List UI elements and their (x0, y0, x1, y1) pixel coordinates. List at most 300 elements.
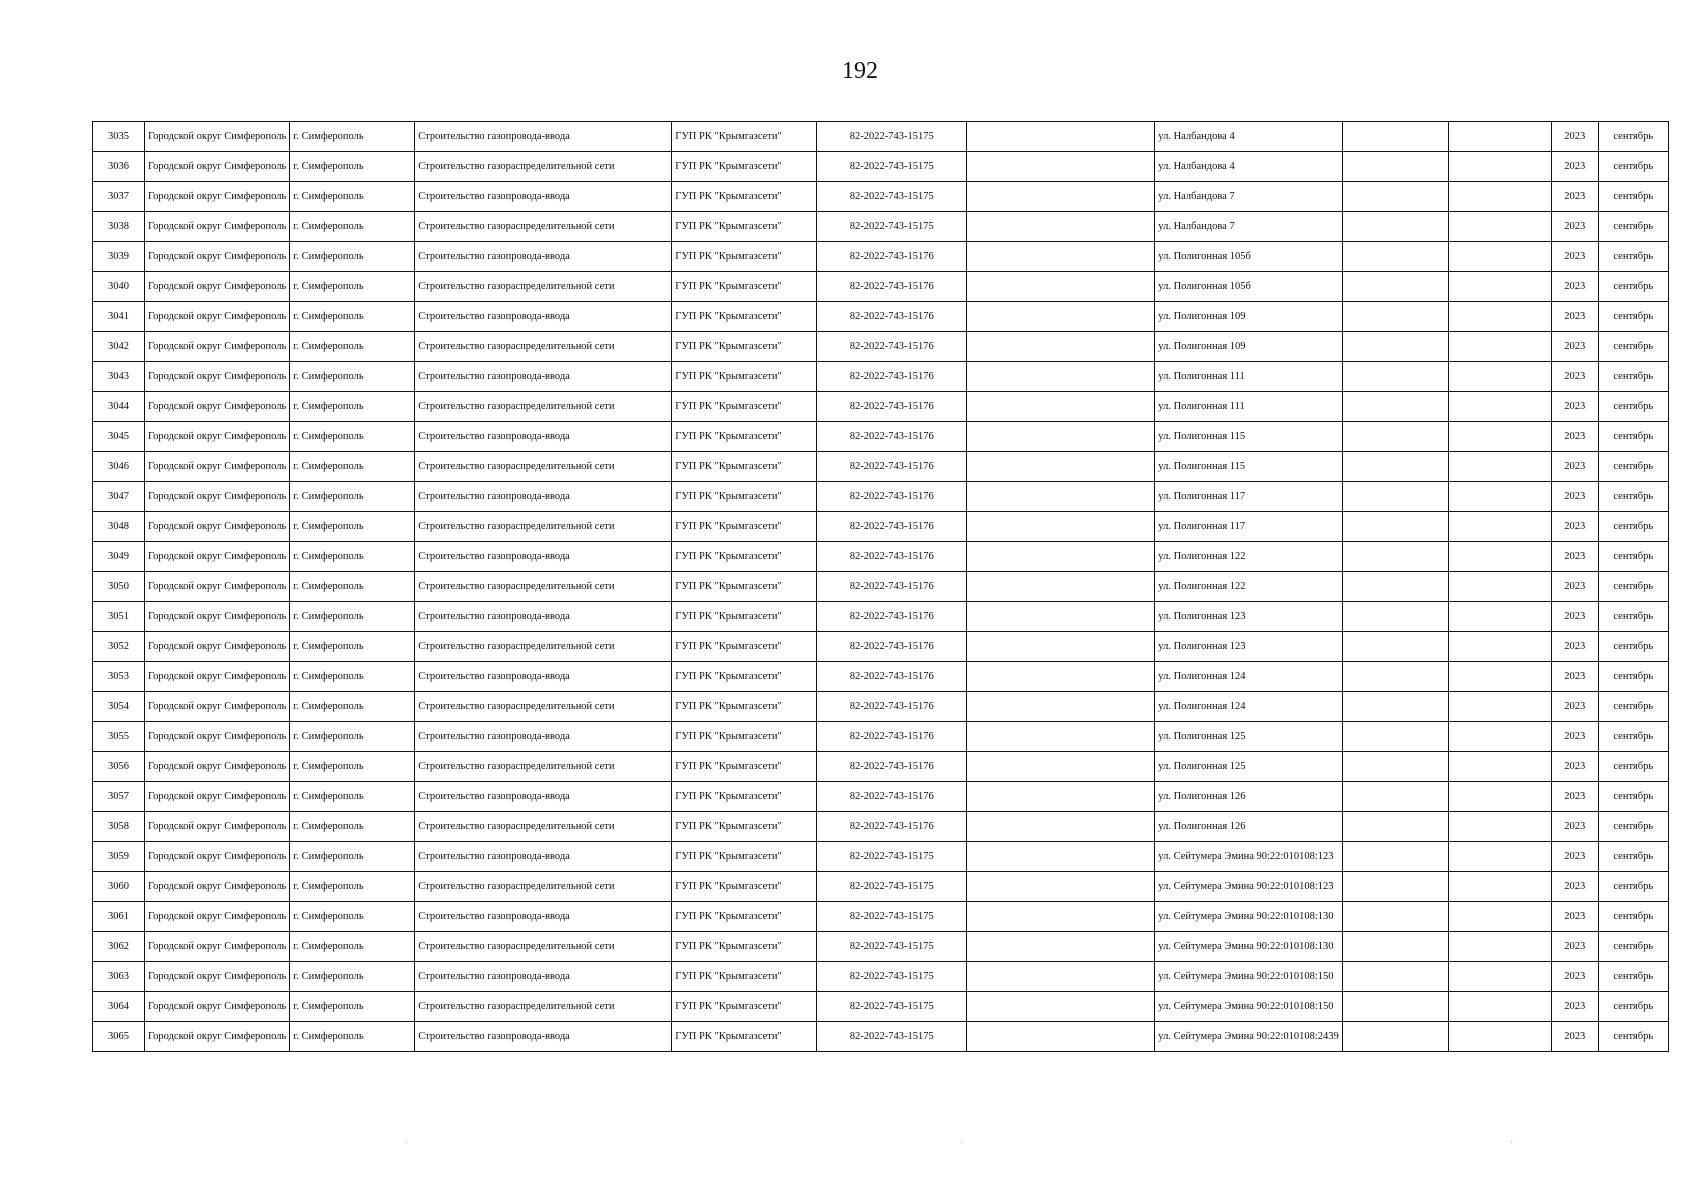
month-cell: сентябрь (1598, 662, 1668, 692)
registry-code-cell: 82-2022-743-15175 (817, 182, 967, 212)
empty-cell (1448, 242, 1551, 272)
empty-cell (1448, 422, 1551, 452)
month-cell: сентябрь (1598, 272, 1668, 302)
year-cell: 2023 (1551, 182, 1598, 212)
month-cell: сентябрь (1598, 1022, 1668, 1052)
district-cell: Городской округ Симферополь (145, 152, 290, 182)
empty-cell (967, 602, 1155, 632)
registry-code-cell: 82-2022-743-15176 (817, 362, 967, 392)
table-row (93, 992, 1669, 1022)
empty-cell (1448, 782, 1551, 812)
empty-cell (1342, 242, 1448, 272)
district-cell: Городской округ Симферополь (145, 542, 290, 572)
row-number: 3050 (93, 572, 145, 602)
district-cell: Городской округ Симферополь (145, 392, 290, 422)
organization-cell: ГУП РК "Крымгазсети" (672, 512, 817, 542)
empty-cell (967, 212, 1155, 242)
year-cell: 2023 (1551, 752, 1598, 782)
row-number: 3064 (93, 992, 145, 1022)
district-cell: Городской округ Симферополь (145, 752, 290, 782)
table-row (93, 272, 1669, 302)
address-cell: ул. Сейтумера Эмина 90:22:010108:123 (1155, 842, 1342, 872)
city-cell: г. Симферополь (290, 182, 415, 212)
work-type-cell: Строительство газопровода-ввода (415, 422, 672, 452)
empty-cell (967, 902, 1155, 932)
table-row (93, 812, 1669, 842)
year-cell: 2023 (1551, 122, 1598, 152)
gas-works-table (92, 121, 1669, 1052)
registry-code-cell: 82-2022-743-15176 (817, 512, 967, 542)
work-type-cell: Строительство газопровода-ввода (415, 302, 672, 332)
empty-cell (1448, 572, 1551, 602)
registry-code-cell: 82-2022-743-15176 (817, 752, 967, 782)
city-cell: г. Симферополь (290, 842, 415, 872)
work-type-cell: Строительство газораспределительной сети (415, 932, 672, 962)
address-cell: ул. Налбандова 4 (1155, 122, 1342, 152)
month-cell: сентябрь (1598, 692, 1668, 722)
table-body (93, 122, 1669, 1052)
empty-cell (1342, 302, 1448, 332)
table-row (93, 722, 1669, 752)
table-row (93, 842, 1669, 872)
table-row (93, 482, 1669, 512)
empty-cell (1342, 602, 1448, 632)
month-cell: сентябрь (1598, 242, 1668, 272)
organization-cell: ГУП РК "Крымгазсети" (672, 392, 817, 422)
district-cell: Городской округ Симферополь (145, 662, 290, 692)
work-type-cell: Строительство газопровода-ввода (415, 902, 672, 932)
row-number: 3063 (93, 962, 145, 992)
month-cell: сентябрь (1598, 392, 1668, 422)
empty-cell (967, 362, 1155, 392)
address-cell: ул. Полигонная 109 (1155, 332, 1342, 362)
empty-cell (1342, 632, 1448, 662)
empty-cell (1342, 392, 1448, 422)
row-number: 3051 (93, 602, 145, 632)
year-cell: 2023 (1551, 722, 1598, 752)
row-number: 3056 (93, 752, 145, 782)
empty-cell (1342, 752, 1448, 782)
district-cell: Городской округ Симферополь (145, 482, 290, 512)
year-cell: 2023 (1551, 902, 1598, 932)
month-cell: сентябрь (1598, 302, 1668, 332)
district-cell: Городской округ Симферополь (145, 692, 290, 722)
work-type-cell: Строительство газопровода-ввода (415, 602, 672, 632)
empty-cell (1342, 542, 1448, 572)
year-cell: 2023 (1551, 992, 1598, 1022)
empty-cell (1448, 152, 1551, 182)
empty-cell (1448, 902, 1551, 932)
registry-code-cell: 82-2022-743-15176 (817, 662, 967, 692)
row-number: 3052 (93, 632, 145, 662)
month-cell: сентябрь (1598, 332, 1668, 362)
district-cell: Городской округ Симферополь (145, 962, 290, 992)
row-number: 3057 (93, 782, 145, 812)
empty-cell (967, 182, 1155, 212)
empty-cell (1448, 512, 1551, 542)
empty-cell (1448, 752, 1551, 782)
work-type-cell: Строительство газопровода-ввода (415, 362, 672, 392)
work-type-cell: Строительство газораспределительной сети (415, 692, 672, 722)
address-cell: ул. Полигонная 124 (1155, 662, 1342, 692)
district-cell: Городской округ Симферополь (145, 842, 290, 872)
empty-cell (1448, 812, 1551, 842)
registry-code-cell: 82-2022-743-15176 (817, 482, 967, 512)
address-cell: ул. Полигонная 111 (1155, 392, 1342, 422)
year-cell: 2023 (1551, 332, 1598, 362)
row-number: 3048 (93, 512, 145, 542)
row-number: 3042 (93, 332, 145, 362)
address-cell: ул. Полигонная 122 (1155, 542, 1342, 572)
empty-cell (967, 152, 1155, 182)
empty-cell (1342, 692, 1448, 722)
row-number: 3046 (93, 452, 145, 482)
city-cell: г. Симферополь (290, 962, 415, 992)
row-number: 3037 (93, 182, 145, 212)
empty-cell (967, 782, 1155, 812)
empty-cell (1448, 692, 1551, 722)
address-cell: ул. Сейтумера Эмина 90:22:010108:130 (1155, 902, 1342, 932)
organization-cell: ГУП РК "Крымгазсети" (672, 422, 817, 452)
empty-cell (1448, 182, 1551, 212)
table-row (93, 1022, 1669, 1052)
empty-cell (1342, 1022, 1448, 1052)
organization-cell: ГУП РК "Крымгазсети" (672, 182, 817, 212)
district-cell: Городской округ Симферополь (145, 782, 290, 812)
registry-code-cell: 82-2022-743-15176 (817, 542, 967, 572)
year-cell: 2023 (1551, 392, 1598, 422)
month-cell: сентябрь (1598, 842, 1668, 872)
work-type-cell: Строительство газопровода-ввода (415, 842, 672, 872)
work-type-cell: Строительство газораспределительной сети (415, 392, 672, 422)
city-cell: г. Симферополь (290, 902, 415, 932)
city-cell: г. Симферополь (290, 212, 415, 242)
organization-cell: ГУП РК "Крымгазсети" (672, 332, 817, 362)
month-cell: сентябрь (1598, 182, 1668, 212)
empty-cell (1448, 962, 1551, 992)
district-cell: Городской округ Симферополь (145, 872, 290, 902)
empty-cell (1448, 722, 1551, 752)
city-cell: г. Симферополь (290, 422, 415, 452)
year-cell: 2023 (1551, 542, 1598, 572)
city-cell: г. Симферополь (290, 392, 415, 422)
empty-cell (1342, 122, 1448, 152)
address-cell: ул. Полигонная 115 (1155, 452, 1342, 482)
empty-cell (1342, 332, 1448, 362)
city-cell: г. Симферополь (290, 662, 415, 692)
empty-cell (967, 632, 1155, 662)
empty-cell (967, 752, 1155, 782)
address-cell: ул. Полигонная 125 (1155, 722, 1342, 752)
city-cell: г. Симферополь (290, 752, 415, 782)
city-cell: г. Симферополь (290, 272, 415, 302)
work-type-cell: Строительство газораспределительной сети (415, 752, 672, 782)
address-cell: ул. Полигонная 109 (1155, 302, 1342, 332)
empty-cell (1342, 992, 1448, 1022)
organization-cell: ГУП РК "Крымгазсети" (672, 932, 817, 962)
registry-code-cell: 82-2022-743-15176 (817, 302, 967, 332)
empty-cell (1448, 662, 1551, 692)
empty-cell (967, 872, 1155, 902)
month-cell: сентябрь (1598, 512, 1668, 542)
city-cell: г. Симферополь (290, 932, 415, 962)
registry-code-cell: 82-2022-743-15176 (817, 572, 967, 602)
city-cell: г. Симферополь (290, 452, 415, 482)
year-cell: 2023 (1551, 362, 1598, 392)
year-cell: 2023 (1551, 692, 1598, 722)
city-cell: г. Симферополь (290, 692, 415, 722)
organization-cell: ГУП РК "Крымгазсети" (672, 872, 817, 902)
month-cell: сентябрь (1598, 722, 1668, 752)
table-row (93, 182, 1669, 212)
year-cell: 2023 (1551, 602, 1598, 632)
month-cell: сентябрь (1598, 362, 1668, 392)
district-cell: Городской округ Симферополь (145, 212, 290, 242)
work-type-cell: Строительство газопровода-ввода (415, 1022, 672, 1052)
work-type-cell: Строительство газопровода-ввода (415, 782, 672, 812)
address-cell: ул. Сейтумера Эмина 90:22:010108:150 (1155, 992, 1342, 1022)
empty-cell (967, 332, 1155, 362)
empty-cell (1342, 722, 1448, 752)
empty-cell (1448, 332, 1551, 362)
organization-cell: ГУП РК "Крымгазсети" (672, 1022, 817, 1052)
empty-cell (1448, 992, 1551, 1022)
organization-cell: ГУП РК "Крымгазсети" (672, 152, 817, 182)
month-cell: сентябрь (1598, 122, 1668, 152)
address-cell: ул. Полигонная 111 (1155, 362, 1342, 392)
organization-cell: ГУП РК "Крымгазсети" (672, 452, 817, 482)
work-type-cell: Строительство газопровода-ввода (415, 182, 672, 212)
city-cell: г. Симферополь (290, 122, 415, 152)
empty-cell (1342, 422, 1448, 452)
work-type-cell: Строительство газораспределительной сети (415, 872, 672, 902)
district-cell: Городской округ Симферополь (145, 362, 290, 392)
page-number: 192 (842, 58, 878, 84)
empty-cell (1342, 842, 1448, 872)
empty-cell (967, 842, 1155, 872)
empty-cell (967, 992, 1155, 1022)
address-cell: ул. Полигонная 123 (1155, 632, 1342, 662)
month-cell: сентябрь (1598, 572, 1668, 602)
organization-cell: ГУП РК "Крымгазсети" (672, 992, 817, 1022)
registry-code-cell: 82-2022-743-15175 (817, 872, 967, 902)
city-cell: г. Симферополь (290, 542, 415, 572)
empty-cell (967, 572, 1155, 602)
row-number: 3054 (93, 692, 145, 722)
table-row (93, 932, 1669, 962)
address-cell: ул. Сейтумера Эмина 90:22:010108:150 (1155, 962, 1342, 992)
work-type-cell: Строительство газопровода-ввода (415, 482, 672, 512)
row-number: 3039 (93, 242, 145, 272)
registry-code-cell: 82-2022-743-15176 (817, 392, 967, 422)
work-type-cell: Строительство газораспределительной сети (415, 272, 672, 302)
district-cell: Городской округ Симферополь (145, 722, 290, 752)
work-type-cell: Строительство газораспределительной сети (415, 152, 672, 182)
month-cell: сентябрь (1598, 932, 1668, 962)
work-type-cell: Строительство газораспределительной сети (415, 632, 672, 662)
table-row (93, 242, 1669, 272)
row-number: 3044 (93, 392, 145, 422)
year-cell: 2023 (1551, 662, 1598, 692)
district-cell: Городской округ Симферополь (145, 602, 290, 632)
district-cell: Городской округ Симферополь (145, 1022, 290, 1052)
month-cell: сентябрь (1598, 152, 1668, 182)
district-cell: Городской округ Симферополь (145, 332, 290, 362)
empty-cell (967, 422, 1155, 452)
organization-cell: ГУП РК "Крымгазсети" (672, 542, 817, 572)
year-cell: 2023 (1551, 212, 1598, 242)
row-number: 3049 (93, 542, 145, 572)
organization-cell: ГУП РК "Крымгазсети" (672, 962, 817, 992)
year-cell: 2023 (1551, 632, 1598, 662)
year-cell: 2023 (1551, 962, 1598, 992)
district-cell: Городской округ Симферополь (145, 902, 290, 932)
table-row (93, 632, 1669, 662)
organization-cell: ГУП РК "Крымгазсети" (672, 842, 817, 872)
empty-cell (1448, 1022, 1551, 1052)
empty-cell (967, 512, 1155, 542)
empty-cell (967, 812, 1155, 842)
row-number: 3038 (93, 212, 145, 242)
city-cell: г. Симферополь (290, 1022, 415, 1052)
registry-code-cell: 82-2022-743-15176 (817, 782, 967, 812)
address-cell: ул. Полигонная 117 (1155, 512, 1342, 542)
empty-cell (967, 962, 1155, 992)
empty-cell (967, 482, 1155, 512)
registry-code-cell: 82-2022-743-15175 (817, 122, 967, 152)
empty-cell (967, 242, 1155, 272)
year-cell: 2023 (1551, 482, 1598, 512)
table-row (93, 332, 1669, 362)
organization-cell: ГУП РК "Крымгазсети" (672, 122, 817, 152)
empty-cell (1342, 182, 1448, 212)
table-row (93, 752, 1669, 782)
district-cell: Городской округ Симферополь (145, 122, 290, 152)
district-cell: Городской округ Симферополь (145, 812, 290, 842)
month-cell: сентябрь (1598, 452, 1668, 482)
organization-cell: ГУП РК "Крымгазсети" (672, 482, 817, 512)
district-cell: Городской округ Симферополь (145, 632, 290, 662)
year-cell: 2023 (1551, 512, 1598, 542)
city-cell: г. Симферополь (290, 782, 415, 812)
registry-code-cell: 82-2022-743-15176 (817, 632, 967, 662)
registry-code-cell: 82-2022-743-15176 (817, 452, 967, 482)
organization-cell: ГУП РК "Крымгазсети" (672, 242, 817, 272)
registry-code-cell: 82-2022-743-15176 (817, 422, 967, 452)
empty-cell (1448, 362, 1551, 392)
year-cell: 2023 (1551, 1022, 1598, 1052)
month-cell: сентябрь (1598, 212, 1668, 242)
empty-cell (1448, 872, 1551, 902)
table-row (93, 362, 1669, 392)
empty-cell (967, 1022, 1155, 1052)
empty-cell (967, 932, 1155, 962)
empty-cell (1342, 902, 1448, 932)
city-cell: г. Симферополь (290, 632, 415, 662)
empty-cell (1448, 632, 1551, 662)
table-row (93, 662, 1669, 692)
empty-cell (1342, 512, 1448, 542)
address-cell: ул. Полигонная 125 (1155, 752, 1342, 782)
work-type-cell: Строительство газораспределительной сети (415, 572, 672, 602)
empty-cell (1342, 482, 1448, 512)
month-cell: сентябрь (1598, 632, 1668, 662)
city-cell: г. Симферополь (290, 152, 415, 182)
address-cell: ул. Полигонная 124 (1155, 692, 1342, 722)
empty-cell (967, 722, 1155, 752)
month-cell: сентябрь (1598, 542, 1668, 572)
table-row (93, 782, 1669, 812)
address-cell: ул. Налбандова 4 (1155, 152, 1342, 182)
year-cell: 2023 (1551, 782, 1598, 812)
empty-cell (1342, 212, 1448, 242)
empty-cell (1448, 392, 1551, 422)
district-cell: Городской округ Симферополь (145, 272, 290, 302)
empty-cell (1448, 302, 1551, 332)
organization-cell: ГУП РК "Крымгазсети" (672, 362, 817, 392)
organization-cell: ГУП РК "Крымгазсети" (672, 572, 817, 602)
row-number: 3043 (93, 362, 145, 392)
month-cell: сентябрь (1598, 482, 1668, 512)
table-row (93, 692, 1669, 722)
row-number: 3047 (93, 482, 145, 512)
registry-code-cell: 82-2022-743-15175 (817, 962, 967, 992)
empty-cell (967, 392, 1155, 422)
month-cell: сентябрь (1598, 872, 1668, 902)
registry-code-cell: 82-2022-743-15176 (817, 332, 967, 362)
table-row (93, 602, 1669, 632)
row-number: 3060 (93, 872, 145, 902)
year-cell: 2023 (1551, 242, 1598, 272)
empty-cell (967, 452, 1155, 482)
year-cell: 2023 (1551, 842, 1598, 872)
year-cell: 2023 (1551, 932, 1598, 962)
registry-code-cell: 82-2022-743-15176 (817, 272, 967, 302)
empty-cell (967, 542, 1155, 572)
year-cell: 2023 (1551, 302, 1598, 332)
address-cell: ул. Полигонная 105б (1155, 242, 1342, 272)
year-cell: 2023 (1551, 452, 1598, 482)
address-cell: ул. Полигонная 115 (1155, 422, 1342, 452)
organization-cell: ГУП РК "Крымгазсети" (672, 692, 817, 722)
city-cell: г. Симферополь (290, 242, 415, 272)
table-row (93, 572, 1669, 602)
month-cell: сентябрь (1598, 422, 1668, 452)
month-cell: сентябрь (1598, 992, 1668, 1022)
row-number: 3036 (93, 152, 145, 182)
month-cell: сентябрь (1598, 962, 1668, 992)
city-cell: г. Симферополь (290, 812, 415, 842)
address-cell: ул. Сейтумера Эмина 90:22:010108:123 (1155, 872, 1342, 902)
empty-cell (1342, 152, 1448, 182)
table-row (93, 452, 1669, 482)
organization-cell: ГУП РК "Крымгазсети" (672, 602, 817, 632)
work-type-cell: Строительство газопровода-ввода (415, 122, 672, 152)
empty-cell (1342, 782, 1448, 812)
scan-speck: · (1510, 1138, 1514, 1149)
month-cell: сентябрь (1598, 782, 1668, 812)
address-cell: ул. Налбандова 7 (1155, 182, 1342, 212)
registry-code-cell: 82-2022-743-15176 (817, 602, 967, 632)
empty-cell (1342, 872, 1448, 902)
work-type-cell: Строительство газораспределительной сети (415, 512, 672, 542)
district-cell: Городской округ Симферополь (145, 512, 290, 542)
registry-code-cell: 82-2022-743-15175 (817, 842, 967, 872)
district-cell: Городской округ Симферополь (145, 422, 290, 452)
table-row (93, 422, 1669, 452)
district-cell: Городской округ Симферополь (145, 452, 290, 482)
year-cell: 2023 (1551, 872, 1598, 902)
